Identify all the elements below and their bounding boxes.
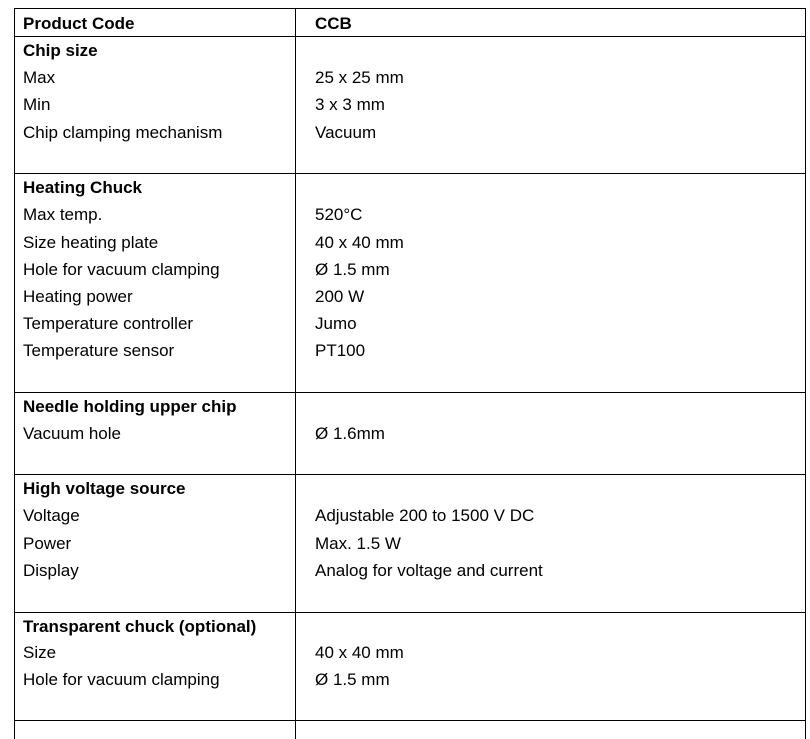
row-label: Display [23,561,79,580]
row-label: Chip clamping mechanism [23,123,223,142]
row-label: Max temp. [23,205,103,224]
row-label: Heating power [23,287,133,306]
table-row [15,91,805,118]
row-value: Max. 1.5 W [315,534,401,553]
row-value: 3 x 3 mm [315,95,385,114]
row-value: PT100 [315,341,366,360]
row-label: Voltage [23,506,80,525]
row-value: Adjustable 200 to 1500 V DC [315,506,535,525]
table-row [15,666,805,693]
section-title: Transparent chuck (optional) [23,617,257,636]
row-label: Size heating plate [23,233,159,252]
spec-table [14,8,806,739]
section-title: Heating Chuck [23,178,143,197]
row-label: Power [23,534,72,553]
row-value: Jumo [315,314,357,333]
row-value: 25 x 25 mm [315,68,404,87]
header-label: Product Code [23,14,135,33]
table-row [15,64,805,91]
section-title-row [15,475,805,502]
table-row [15,502,805,529]
row-value: Analog for voltage and current [315,561,543,580]
table-row [15,530,805,557]
row-value: Ø 1.6mm [315,424,385,443]
row-value: 40 x 40 mm [315,233,404,252]
table-row [15,310,805,337]
header-row [15,10,805,37]
section-title: High voltage source [23,479,186,498]
row-label: Vacuum hole [23,424,121,443]
table-row [15,256,805,283]
section-title: Chip size [23,41,98,60]
section-title-row [15,393,805,420]
row-value: Ø 1.5 mm [315,260,390,279]
table-row [15,420,805,447]
row-label: Hole for vacuum clamping [23,260,220,279]
row-value: 40 x 40 mm [315,643,404,662]
section-title-row [15,37,805,64]
row-label: Hole for vacuum clamping [23,670,220,689]
section-title: Needle holding upper chip [23,397,237,416]
table-row [15,119,805,146]
row-value: 200 W [315,287,365,306]
row-value: Vacuum [315,123,377,142]
table-row [15,283,805,310]
row-value: 520°C [315,205,363,224]
section-title-row [15,613,805,640]
row-label: Min [23,95,51,114]
table-row [15,337,805,364]
row-label: Temperature controller [23,314,194,333]
table-row [15,229,805,256]
section-title-row [15,174,805,201]
row-value: Ø 1.5 mm [315,670,390,689]
header-value: CCB [315,14,352,33]
row-label: Temperature sensor [23,341,175,360]
table-row [15,201,805,228]
table-row [15,557,805,584]
table-row [15,639,805,666]
row-label: Max [23,68,56,87]
section-rule [15,720,805,721]
row-label: Size [23,643,57,662]
